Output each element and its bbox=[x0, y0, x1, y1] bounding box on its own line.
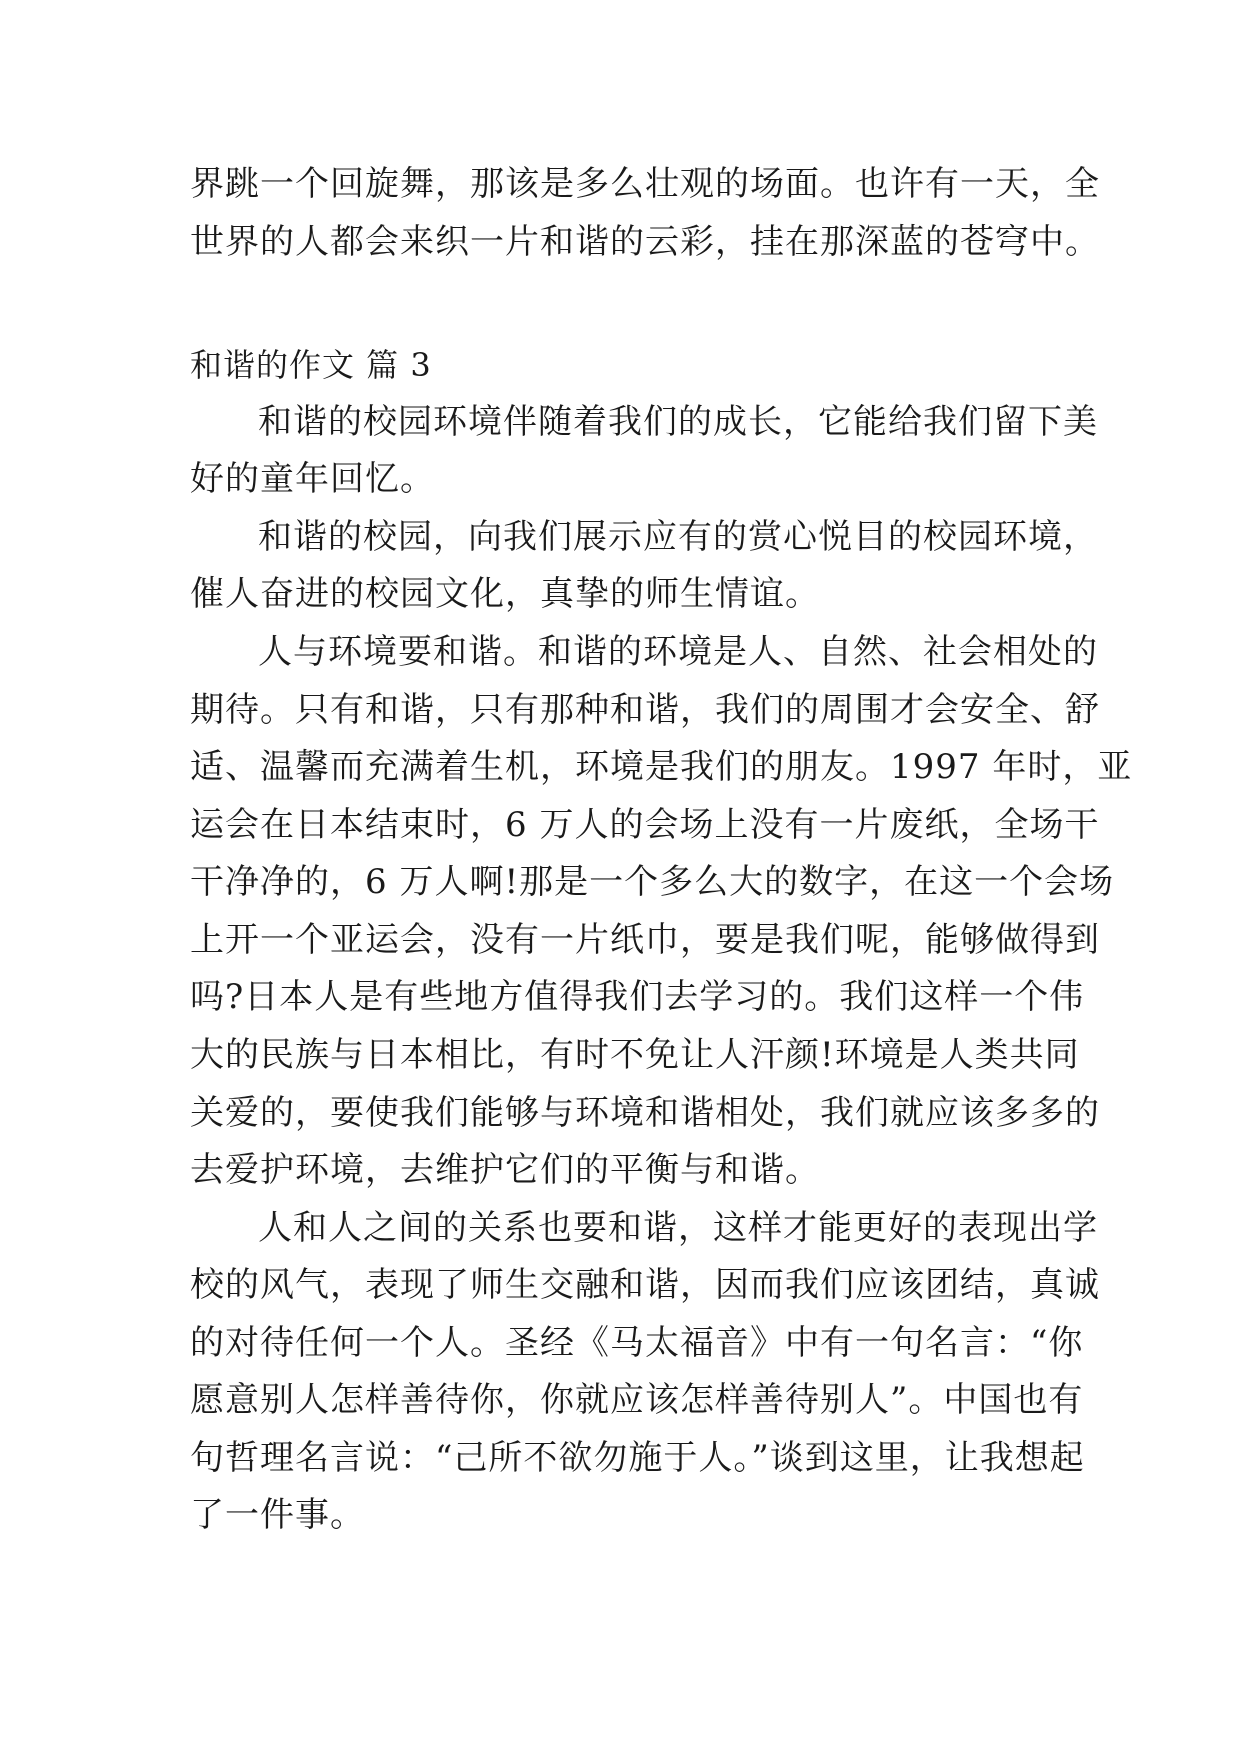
text-line: 界跳一个回旋舞，那该是多么壮观的场面。也许有一天，全 bbox=[190, 164, 1100, 204]
text-line: 愿意别人怎样善待你，你就应该怎样善待别人”。中国也有 bbox=[190, 1380, 1084, 1420]
text-line: 大的民族与日本相比，有时不免让人汗颜!环境是人类共同 bbox=[190, 1035, 1080, 1075]
text-line: 干净净的，6 万人啊!那是一个多么大的数字，在这一个会场 bbox=[190, 862, 1115, 902]
paragraph-first-line: 和谐的校园环境伴随着我们的成长，它能给我们留下美 bbox=[258, 402, 1098, 442]
paragraph-first-line: 人与环境要和谐。和谐的环境是人、自然、社会相处的 bbox=[258, 632, 1098, 672]
text-line: 催人奋进的校园文化，真挚的师生情谊。 bbox=[190, 574, 820, 614]
text-line: 关爱的，要使我们能够与环境和谐相处，我们就应该多多的 bbox=[190, 1093, 1100, 1133]
text-line: 世界的人都会来织一片和谐的云彩，挂在那深蓝的苍穹中。 bbox=[190, 222, 1100, 262]
text-line: 了一件事。 bbox=[190, 1495, 365, 1535]
text-line: 期待。只有和谐，只有那种和谐，我们的周围才会安全、舒 bbox=[190, 690, 1100, 730]
text-line: 上开一个亚运会，没有一片纸巾，要是我们呢，能够做得到 bbox=[190, 920, 1100, 960]
text-line: 运会在日本结束时，6 万人的会场上没有一片废纸，全场干 bbox=[190, 805, 1100, 845]
text-line: 校的风气，表现了师生交融和谐，因而我们应该团结，真诚 bbox=[190, 1265, 1100, 1305]
text-line: 句哲理名言说：“己所不欲勿施于人。”谈到这里，让我想起 bbox=[190, 1438, 1085, 1478]
text-line: 好的童年回忆。 bbox=[190, 459, 435, 499]
paragraph-first-line: 人和人之间的关系也要和谐，这样才能更好的表现出学 bbox=[258, 1208, 1098, 1248]
text-line: 的对待任何一个人。圣经《马太福音》中有一句名言：“你 bbox=[190, 1323, 1084, 1363]
text-line: 适、温馨而充满着生机，环境是我们的朋友。1997 年时，亚 bbox=[190, 747, 1133, 787]
text-line: 去爱护环境，去维护它们的平衡与和谐。 bbox=[190, 1150, 820, 1190]
text-line: 吗?日本人是有些地方值得我们去学习的。我们这样一个伟 bbox=[190, 977, 1085, 1017]
section-heading: 和谐的作文 篇 3 bbox=[190, 346, 432, 384]
paragraph-first-line: 和谐的校园，向我们展示应有的赏心悦目的校园环境， bbox=[258, 517, 1098, 557]
